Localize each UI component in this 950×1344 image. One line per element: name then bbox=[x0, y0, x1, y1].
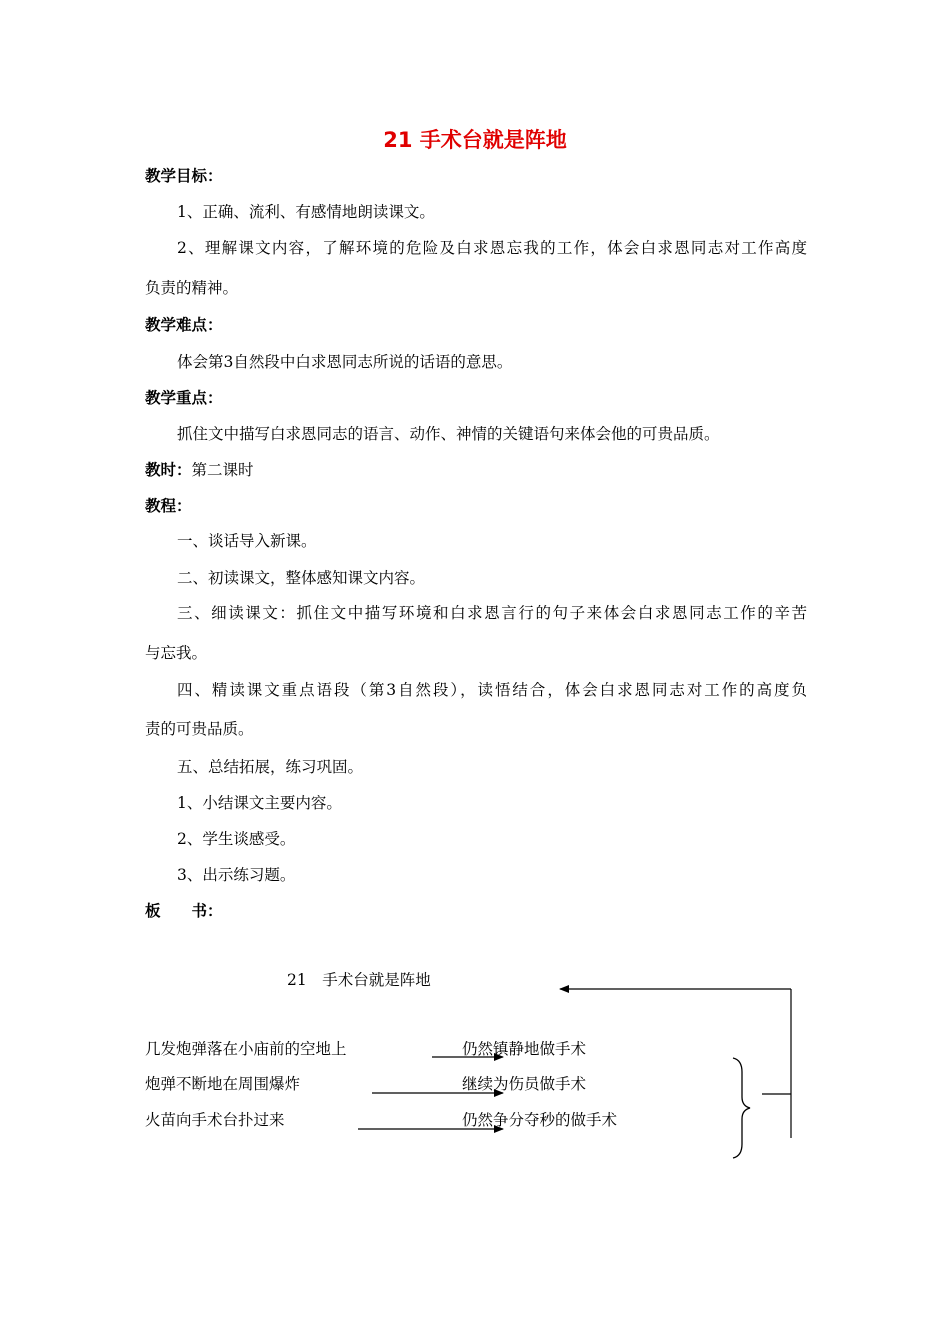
difficulty-heading: 教学难点： bbox=[145, 316, 223, 334]
board-title: 21 手术台就是阵地 bbox=[287, 971, 431, 989]
board-right-1: 仍然镇静地做手术 bbox=[462, 1040, 587, 1058]
goals-heading: 教学目标： bbox=[145, 167, 223, 185]
board-left-3: 火苗向手术台扑过来 bbox=[145, 1111, 285, 1129]
goal-item-2-cont: 负责的精神。 bbox=[145, 279, 239, 297]
process-step-4-cont: 责的可贵品质。 bbox=[145, 720, 254, 738]
process-step-5: 五、总结拓展，练习巩固。 bbox=[177, 758, 364, 776]
curly-brace bbox=[733, 1058, 750, 1158]
process-substep-2: 2、学生谈感受。 bbox=[177, 830, 296, 848]
goal-item-2: 2、理解课文内容，了解环境的危险及白求恩忘我的工作，体会白求恩同志对工作高度 bbox=[177, 239, 807, 257]
difficulty-text: 体会第3自然段中白求恩同志所说的话语的意思。 bbox=[177, 353, 513, 371]
process-step-3: 三、细读课文：抓住文中描写环境和白求恩言行的句子来体会白求恩同志工作的辛苦 bbox=[177, 604, 807, 622]
process-heading: 教程： bbox=[145, 497, 192, 515]
board-left-2: 炮弹不断地在周围爆炸 bbox=[145, 1075, 301, 1093]
board-left-1: 几发炮弹落在小庙前的空地上 bbox=[145, 1040, 347, 1058]
process-step-3-cont: 与忘我。 bbox=[145, 644, 208, 662]
process-substep-1: 1、小结课文主要内容。 bbox=[177, 794, 342, 812]
board-right-3: 仍然争分夺秒的做手术 bbox=[462, 1111, 618, 1129]
process-step-1: 一、谈话导入新课。 bbox=[177, 532, 317, 550]
goal-item-1: 1、正确、流利、有感情地朗读课文。 bbox=[177, 203, 435, 221]
board-heading: 板 书： bbox=[145, 902, 223, 920]
focus-heading: 教学重点： bbox=[145, 389, 223, 407]
process-substep-3: 3、出示练习题。 bbox=[177, 866, 296, 884]
process-step-2: 二、初读课文，整体感知课文内容。 bbox=[177, 569, 426, 587]
board-right-2: 继续为伤员做手术 bbox=[462, 1075, 587, 1093]
period-heading: 教时： bbox=[145, 461, 192, 479]
page-title: 21 手术台就是阵地 bbox=[383, 128, 567, 152]
period-value: 第二课时 bbox=[191, 461, 254, 479]
process-step-4: 四、精读课文重点语段（第3自然段），读悟结合，体会白求恩同志对工作的高度负 bbox=[177, 681, 807, 699]
focus-text: 抓住文中描写白求恩同志的语言、动作、神情的关键语句来体会他的可贵品质。 bbox=[177, 425, 720, 443]
